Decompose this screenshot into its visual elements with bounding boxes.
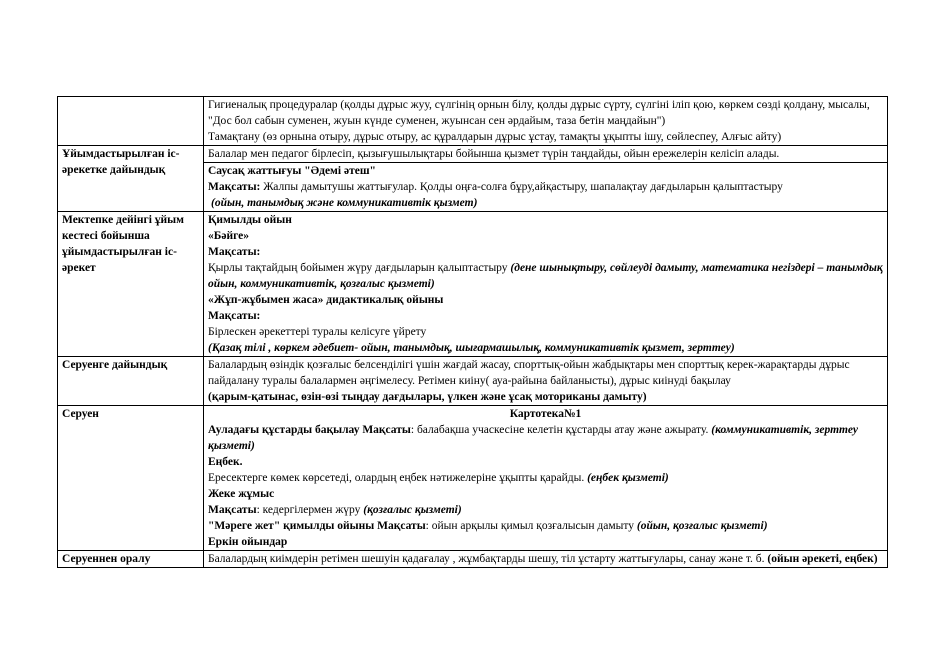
individual-work-title: Жеке жұмыс <box>208 488 275 500</box>
row-content <box>204 212 888 357</box>
goal-text: : кедергілермен жүру <box>256 504 364 516</box>
table-row <box>58 406 888 551</box>
return-text <box>208 551 883 567</box>
finish-game-title: "Мәреге жет" қимылды ойыны Мақсаты <box>208 520 426 532</box>
observation-goal: : балабақша учаскесіне келетін құстарды атау және ажырату. <box>410 424 712 436</box>
observation-text <box>208 422 883 454</box>
table-row <box>58 551 888 568</box>
walk-prep-text: Балалардың өзіндік қозғалыс белсенділігі үшін жағдай жасау, спорттық-ойын жабдықтары мен спорттық керек-жарақтарды дұрыс пайдалану туралы балалармен әңгімелесу. Ретімен киіну( ауа-райына байланысты), дұрыс киінуді бақылау <box>208 359 850 387</box>
individual-work-goal <box>208 502 883 518</box>
return-description: Балалардың киімдерін ретімен шешуін қадағалау , жұмбақтарды шешу, тіл ұстарту жаттығулары, санау және т. б. <box>208 553 768 565</box>
table-row <box>58 357 888 406</box>
finish-game-text <box>208 518 883 534</box>
hygiene-text: Гигиеналық процедуралар (қолды дұрыс жуу, сүлгінің орнын білу, қолды дұрыс сүрту, сүлгіні іліп қою, көркем сөзді қолдану, мысалы, <box>208 99 870 111</box>
row-content <box>204 406 888 551</box>
meal-text: Тамақтану (өз орнына отыру, дұрыс отыру, ас құралдарын дұрыс ұстау, тамақты ұқыпты ішу, сөйлеспеу, Алғыс айту) <box>208 131 782 143</box>
card-index-title: Картотека№1 <box>509 408 582 420</box>
goal-text: Қырлы тақтайдың бойымен жүру дағдыларын қалыптастыру <box>208 262 511 274</box>
poem-text: "Дос бол сабын суменен, жуын күнде суменен, жуынсан сен әрдайым, таза бетін маңдайын") <box>208 115 666 127</box>
activity-note: (ойын, қозғалыс қызметі) <box>636 520 768 532</box>
row-label-return: Серуеннен оралу <box>58 551 204 568</box>
row-label-scheduled-activity: Мектепке дейінгі ұйым кестесі бойынша ұйымдастырылған іс-әрекет <box>58 212 204 357</box>
goal-text: Жалпы дамытушы жаттығулар. Қолды оңға-солға бұру,айқастыру, шапалақтау дағдыларын қалыптастыру <box>260 181 783 193</box>
activity-note: (дене шынықтыру, сөйлеуді дамыту, математика негіздері – танымдық ойын, коммуникативтік, қозғалыс қызметі) <box>208 262 883 290</box>
activity-note: (коммуникативтік, зерттеу қызметі) <box>208 424 859 452</box>
row-label-walk-prep: Серуенге дайындық <box>58 357 204 406</box>
work-description: Ересектерге көмек көрсетеді, олардың еңбек нәтижелеріне ұқыпты қарайды. <box>208 472 588 484</box>
row-label-organized-prep: Ұйымдастырылған іс-әрекетке дайындық <box>58 146 204 212</box>
game-baige-title: «Бәйге» <box>208 230 250 242</box>
activity-note: (ойын әрекеті, еңбек) <box>767 553 878 565</box>
movement-game-heading: Қимылды ойын <box>208 214 292 226</box>
row-content <box>204 146 888 212</box>
goal-label: Мақсаты: <box>208 310 261 322</box>
finish-game-goal: : ойын арқылы қимыл қозғалысын дамыту <box>425 520 637 532</box>
free-games-title: Еркін ойындар <box>208 536 288 548</box>
activity-note: (ойын, танымдық және коммуникативтік қызмет) <box>211 197 478 209</box>
plan-table <box>57 96 888 568</box>
finger-exercise-block <box>204 163 887 211</box>
finger-exercise-title: Саусақ жаттығуы "Әдемі әтеш" <box>208 165 376 177</box>
goal-label: Мақсаты: <box>208 246 261 258</box>
didactic-game-title: «Жұп-жұбымен жаса» дидактикалық ойыны <box>208 294 444 306</box>
row-content <box>204 97 888 146</box>
finger-exercise-goal <box>208 179 883 195</box>
table-row <box>58 97 888 146</box>
activity-note: (қозғалыс қызметі) <box>363 504 462 516</box>
row-label <box>58 97 204 146</box>
activity-note: (еңбек қызметі) <box>587 472 669 484</box>
goal-label: Мақсаты: <box>208 181 261 193</box>
table-row <box>58 146 888 212</box>
observation-title: Ауладағы құстарды бақылау Мақсаты <box>208 424 411 436</box>
didactic-game-goal: Бірлескен әрекеттері туралы келісуге үйрету <box>208 326 427 338</box>
row-content <box>204 357 888 406</box>
work-title: Еңбек. <box>208 456 243 468</box>
goal-label: Мақсаты <box>208 504 257 516</box>
row-label-walk: Серуен <box>58 406 204 551</box>
row-content <box>204 551 888 568</box>
prep-intro-text: Балалар мен педагог бірлесіп, қызығушылықтары бойынша қызмет түрін таңдайды, ойын ережелерін келісіп алады. <box>204 146 887 163</box>
game-baige-goal <box>208 260 883 292</box>
activity-note: (Қазақ тілі , көркем әдебиет- ойын, танымдық, шығармашылық, коммуникативтік қызмет, зерттеу) <box>208 342 735 354</box>
activity-note: (қарым-қатынас, өзін-өзі тыңдау дағдылары, үлкен және ұсақ моториканы дамыту) <box>208 391 647 403</box>
work-text <box>208 470 883 486</box>
table-row <box>58 212 888 357</box>
